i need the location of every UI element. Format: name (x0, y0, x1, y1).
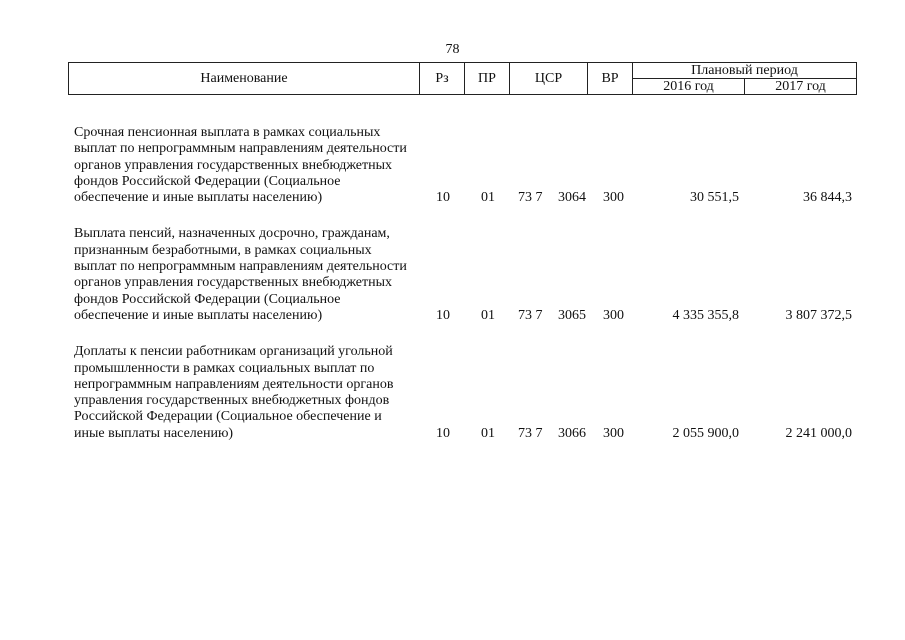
row-amount-2017: 2 241 000,0 (785, 425, 852, 441)
row-name: Срочная пенсионная выплата в рамках социальных выплат по непрограммным направлениям деятельности органов управления государственных внебюджетных фондов Российской Федерации (Социальное обеспечение и иные выплаты населению) (74, 125, 407, 206)
header-year-2017: 2017 год (745, 79, 857, 95)
row-csr-program: 73 7 (518, 425, 543, 441)
table-row (68, 226, 858, 324)
header-vr: ВР (588, 63, 633, 95)
row-csr-program: 73 7 (518, 190, 543, 206)
table-row (68, 344, 858, 442)
row-pr: 01 (481, 425, 495, 441)
header-year-2016: 2016 год (633, 79, 745, 95)
table-header (68, 62, 857, 95)
row-amount-2016: 30 551,5 (690, 190, 739, 206)
row-pr: 01 (481, 307, 495, 323)
row-rz: 10 (436, 425, 450, 441)
row-name: Доплаты к пенсии работникам организаций угольной промышленности в рамках социальных выплат по непрограммным направлениям деятельности органов управления государственных внебюджетных фондов Российской Федерации (Социальное обеспечение и иные выплаты населению) (74, 344, 394, 441)
header-rz: Рз (420, 63, 465, 95)
row-rz: 10 (436, 190, 450, 206)
row-rz: 10 (436, 307, 450, 323)
row-vr: 300 (603, 425, 624, 441)
row-csr-program: 73 7 (518, 307, 543, 323)
table-body (68, 125, 858, 442)
row-pr: 01 (481, 190, 495, 206)
header-pr: ПР (465, 63, 510, 95)
row-name: Выплата пенсий, назначенных досрочно, гражданам, признанным безработными, в рамках социальных выплат по непрограммным направлениям деятельности органов управления государственных внебюджетных фондов Российской Федерации (Социальное обеспечение и иные выплаты населению) (74, 226, 407, 323)
row-amount-2017: 3 807 372,5 (785, 307, 852, 323)
header-name: Наименование (69, 63, 420, 95)
header-planned-period: Плановый период (633, 63, 857, 79)
row-amount-2017: 36 844,3 (803, 190, 852, 206)
row-csr-code: 3064 (558, 190, 586, 206)
row-vr: 300 (603, 190, 624, 206)
row-vr: 300 (603, 307, 624, 323)
row-amount-2016: 2 055 900,0 (672, 425, 739, 441)
row-csr-code: 3066 (558, 425, 586, 441)
row-csr-code: 3065 (558, 307, 586, 323)
page-number: 78 (445, 42, 460, 57)
table-row (68, 125, 858, 206)
row-amount-2016: 4 335 355,8 (672, 307, 739, 323)
header-csr: ЦСР (510, 63, 588, 95)
